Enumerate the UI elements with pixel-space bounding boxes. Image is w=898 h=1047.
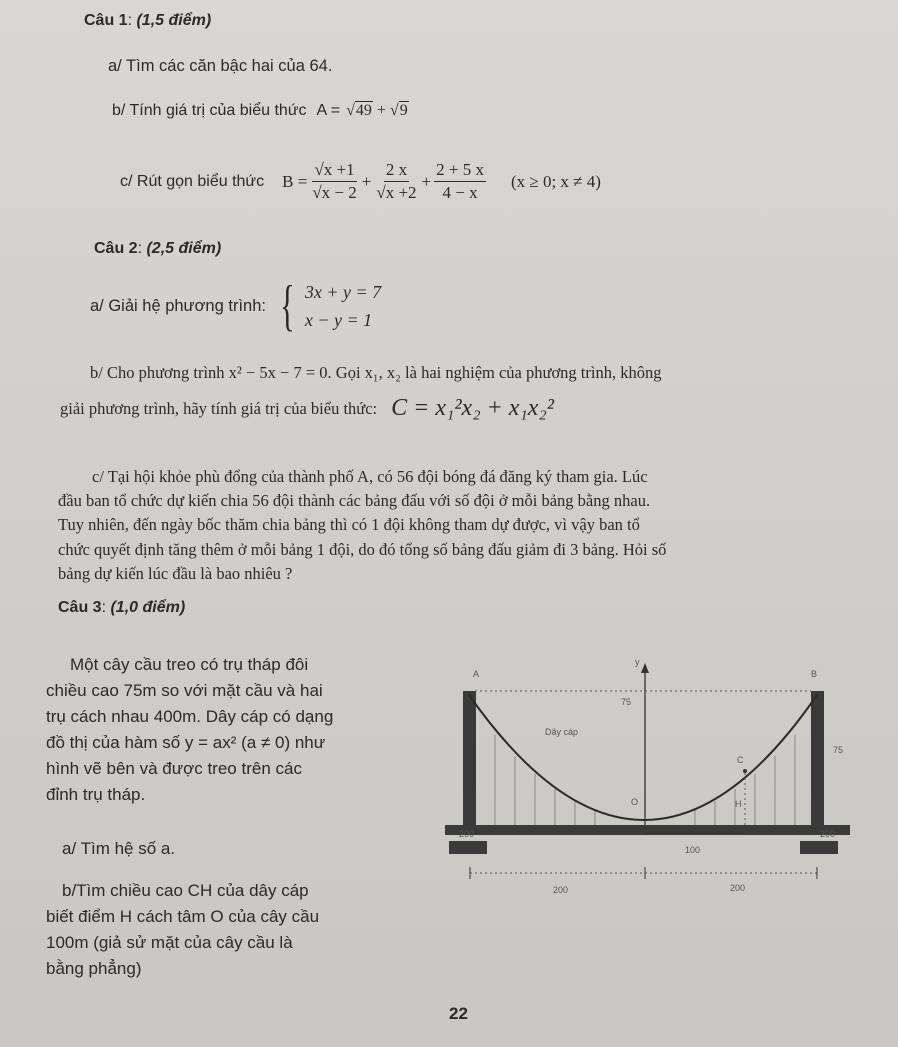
- q2-points: (2,5 điểm): [146, 240, 222, 257]
- label-c: C: [737, 755, 744, 765]
- equation-system: [305, 278, 381, 334]
- label-200-left: 200: [553, 885, 569, 895]
- q2-b-text2: . Gọi x₁, x₂ là hai nghiệm của phương trình, không: [327, 363, 662, 382]
- q1-c-frac1-den: x − 2: [321, 183, 357, 202]
- q2-b-equation: x² − 5x − 7 = 0: [228, 363, 328, 382]
- q1-c-frac2: $\frac{2 x}{√x +2}$: [376, 160, 417, 202]
- q1-c-frac3-num: 2 + 5 x: [434, 160, 486, 182]
- q1-b-rad1: 49: [355, 102, 372, 119]
- q3-title: Câu 3: (1,0 điểm): [58, 599, 186, 616]
- q2-part-b-line2: [60, 395, 554, 422]
- q1-part-a: a/ Tìm các căn bậc hai của 64.: [108, 57, 333, 75]
- label-h: H: [735, 799, 742, 809]
- left-pier: [449, 841, 487, 854]
- label-a: A: [473, 669, 480, 679]
- bridge-figure: [445, 655, 865, 895]
- q2-a-text: a/ Giải hệ phương trình:: [90, 296, 266, 315]
- label-75-right: 75: [833, 745, 844, 755]
- q1-c-frac3-den: 4 − x: [442, 183, 478, 202]
- label-75-top: 75: [621, 697, 632, 707]
- point-c: [743, 769, 747, 773]
- q1-title: Câu 1: (1,5 điểm): [84, 12, 212, 29]
- q1-c-frac1: $\frac{√x +1}{√x - 2}$: [312, 160, 357, 202]
- q1-b-expr: √49 + √9: [346, 102, 408, 119]
- q2-c-line: đầu ban tổ chức dự kiến chia 56 đội thành các bảng đấu với số đội ở mỗi bảng bằng nhau.: [58, 491, 651, 510]
- label-cable: Dây cáp: [545, 727, 579, 737]
- y-axis-arrow: [641, 663, 649, 673]
- label-y: y: [635, 657, 640, 667]
- q1-b-text: b/ Tính giá trị của biểu thức: [112, 102, 307, 119]
- q2-b-expression: C = x₁²x₂ + x₁x₂²: [391, 395, 554, 421]
- q3-intro-line: Một cây cầu treo có trụ tháp đôi: [70, 655, 309, 674]
- q2-title: Câu 2: (2,5 điểm): [94, 240, 222, 257]
- q1-c-frac2-den: x +2: [385, 183, 417, 202]
- q2-eq1: 3x + y = 7: [304, 282, 382, 302]
- page-number: 22: [449, 1004, 468, 1023]
- q3-part-a: a/ Tìm hệ số a.: [62, 839, 176, 858]
- q1-b-rad2: 9: [399, 102, 408, 119]
- label-o: O: [631, 797, 639, 807]
- q3-b-line: b/Tìm chiều cao CH của dây cáp: [62, 881, 309, 900]
- q2-b-text3: giải phương trình, hãy tính giá trị của biểu thức:: [60, 398, 378, 418]
- q2-c-line: Tuy nhiên, đến ngày bốc thăm chia bảng thì có 1 đội không tham dự được, vì vậy ban tổ: [58, 515, 640, 534]
- q1-c-frac1-num: x +1: [323, 160, 355, 179]
- q1-c-condition: (x ≥ 0; x ≠ 4): [510, 171, 601, 191]
- label-200-right-small: 200: [820, 829, 836, 839]
- q2-eq2: x − y = 1: [304, 310, 373, 330]
- q1-part-c: c/ Rút gọn biểu thức B = $\frac{√x +1}{√x - 2}$ + $\frac{2 x}{√x +2}$ + $\frac{2 + 5 x}{4 - x}$ (x ≥ 0; x ≠ 4): [120, 160, 601, 202]
- right-pier: [800, 841, 838, 854]
- q3-intro-line: đồ thị của hàm số y = ax² (a ≠ 0) như: [46, 733, 326, 752]
- q3-heading: Câu 3: [58, 599, 102, 616]
- q3-intro-line: hình vẽ bên và được treo trên các: [46, 759, 302, 778]
- q2-c-line: chức quyết định tăng thêm ở mỗi bảng 1 đội, do đó tổng số bảng đấu giảm đi 3 bảng. Hỏi số: [58, 540, 667, 559]
- q1-c-text: c/ Rút gọn biểu thức: [120, 172, 265, 190]
- q2-b-text1: b/ Cho phương trình: [90, 363, 225, 382]
- q1-c-lhs: B =: [282, 171, 308, 191]
- cable-parabola: [469, 695, 817, 820]
- q3-intro-line: đỉnh trụ tháp.: [46, 785, 146, 804]
- q3-intro-line: trụ cách nhau 400m. Dây cáp có dạng: [46, 707, 334, 726]
- q1-c-frac3: [434, 160, 486, 203]
- label-100: 100: [685, 845, 701, 855]
- q3-b-line: biết điểm H cách tâm O của cây cầu: [46, 907, 320, 926]
- label-200-right: 200: [730, 883, 746, 893]
- label-b: B: [811, 669, 818, 679]
- q2-part-b-line1: [90, 362, 852, 385]
- q1-part-b: [112, 102, 409, 120]
- left-tower: [463, 691, 476, 829]
- q3-b-line: 100m (giả sử mặt của cây cầu là: [46, 933, 293, 952]
- q1-c-frac2-num: 2 x: [384, 160, 409, 182]
- q2-c-line: c/ Tại hội khỏe phù đổng của thành phố A, có 56 đội bóng đá đăng ký tham gia. Lúc: [92, 467, 648, 486]
- q2-heading: Câu 2: [94, 240, 138, 257]
- q1-heading: Câu 1: [84, 12, 128, 29]
- label-200-left-small: 200: [459, 829, 475, 839]
- q1-points: (1,5 điểm): [136, 12, 212, 29]
- right-tower: [811, 691, 824, 829]
- q3-points: (1,0 điểm): [110, 599, 186, 616]
- q3-intro-line: chiều cao 75m so với mặt cầu và hai: [46, 681, 323, 700]
- q2-c-line: bảng dự kiến lúc đầu là bao nhiêu ?: [58, 564, 293, 583]
- q3-b-line: bằng phẳng): [46, 959, 142, 978]
- q2-part-a: [90, 275, 382, 337]
- system-brace: {: [280, 275, 295, 337]
- q1-b-lhs: A =: [316, 102, 341, 119]
